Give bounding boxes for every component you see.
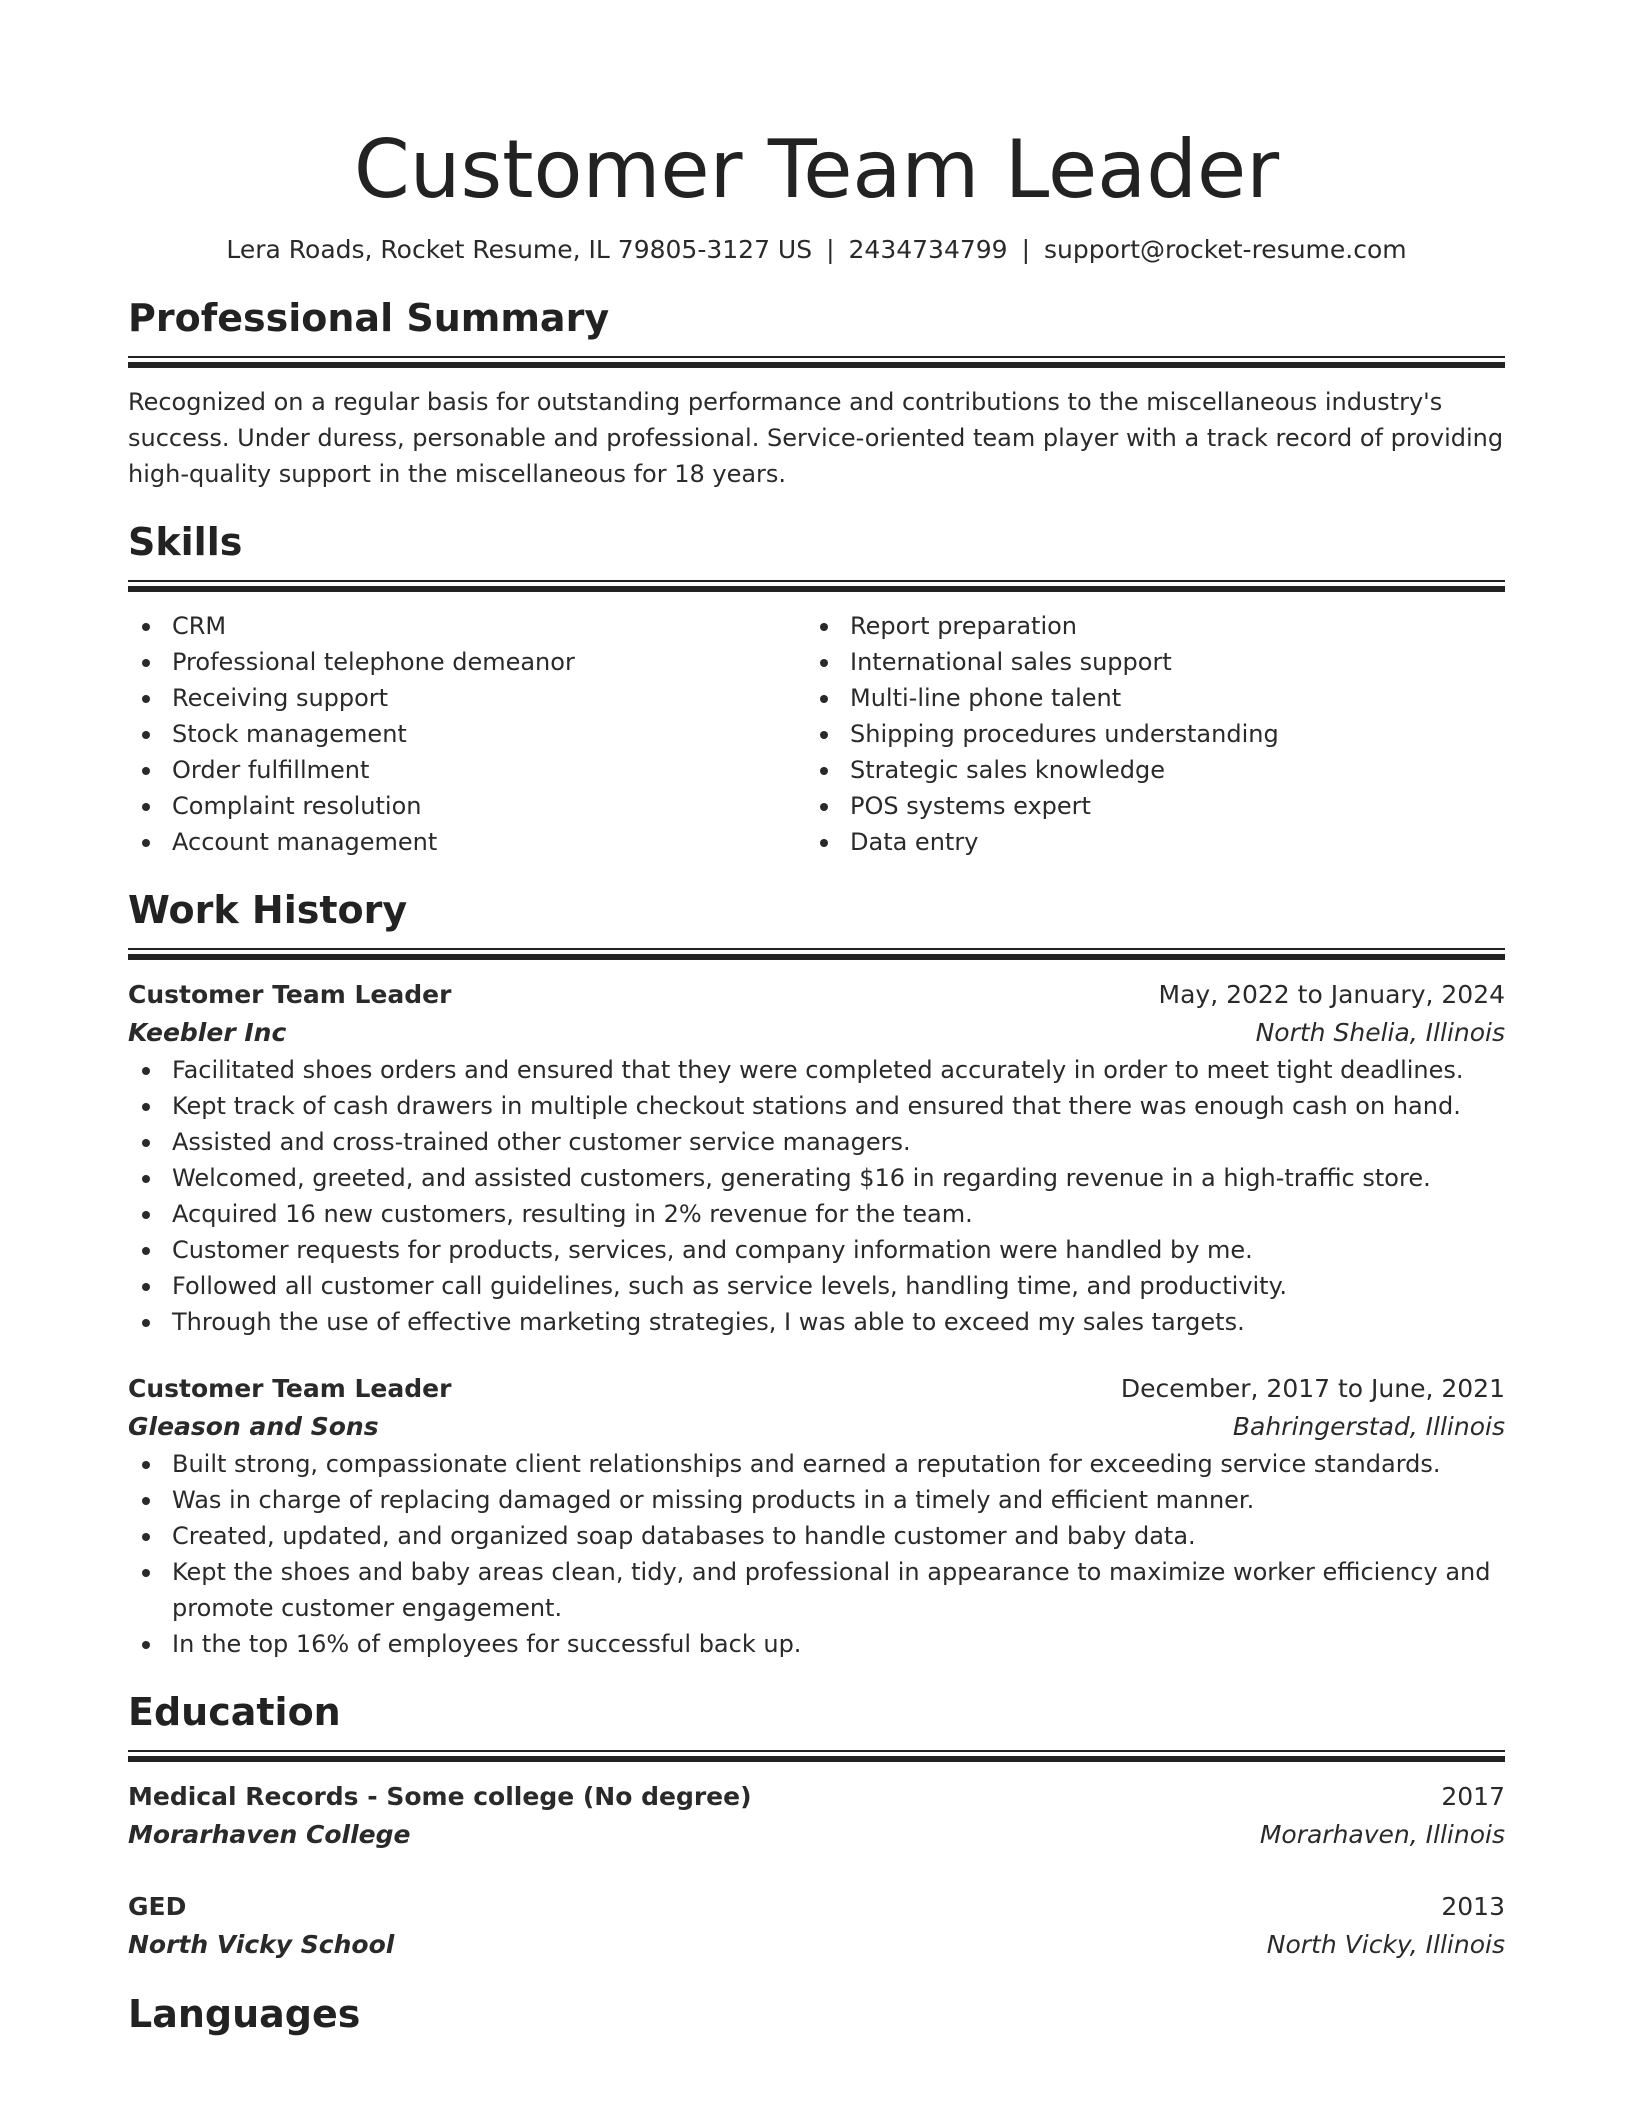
education-school-row xyxy=(128,1926,1505,1964)
resume-page xyxy=(128,0,1505,2038)
education-header-row xyxy=(128,1778,1505,1816)
contact-phone: 2434734799 xyxy=(848,235,1008,264)
job-bullet: Assisted and cross-trained other customer service managers. xyxy=(128,1124,1505,1160)
education-location: Morarhaven, Illinois xyxy=(1259,1820,1505,1849)
job-bullet: Kept track of cash drawers in multiple checkout stations and ensured that there was enough cash on hand. xyxy=(128,1088,1505,1124)
section-divider xyxy=(128,580,1505,592)
job-bullet: Built strong, compassionate client relationships and earned a reputation for exceeding service standards. xyxy=(128,1446,1505,1482)
job-bullet: Acquired 16 new customers, resulting in 2% revenue for the team. xyxy=(128,1196,1505,1232)
skill-item: CRM xyxy=(128,608,806,644)
resume-name: Customer Team Leader xyxy=(353,123,1280,216)
job-bullet: Customer requests for products, services, and company information were handled by me. xyxy=(128,1232,1505,1268)
contact-separator: | xyxy=(826,235,835,264)
job-title: Customer Team Leader xyxy=(128,1374,452,1403)
contact-line xyxy=(128,234,1505,266)
education-degree: GED xyxy=(128,1892,187,1921)
education-entry xyxy=(128,1778,1505,1854)
skill-item: POS systems expert xyxy=(806,788,1484,824)
contact-email: support@rocket-resume.com xyxy=(1044,235,1407,264)
job-company: Gleason and Sons xyxy=(128,1412,379,1441)
job-header-row xyxy=(128,976,1505,1014)
skill-item: International sales support xyxy=(806,644,1484,680)
job-bullets xyxy=(128,1446,1505,1662)
education-school: North Vicky School xyxy=(128,1930,395,1959)
contact-separator: | xyxy=(1021,235,1031,264)
job-bullet: Welcomed, greeted, and assisted customers, generating $16 in regarding revenue in a high-traffic store. xyxy=(128,1160,1505,1196)
job-bullet: Created, updated, and organized soap databases to handle customer and baby data. xyxy=(128,1518,1505,1554)
education-school-row xyxy=(128,1816,1505,1854)
skills-column-right xyxy=(806,608,1484,860)
section-divider xyxy=(128,1750,1505,1762)
job-bullet: Through the use of effective marketing strategies, I was able to exceed my sales targets. xyxy=(128,1304,1505,1340)
job-entry xyxy=(128,1370,1505,1662)
section-title-skills: Skills xyxy=(128,520,243,564)
skill-item: Multi-line phone talent xyxy=(806,680,1484,716)
job-title: Customer Team Leader xyxy=(128,980,452,1009)
job-bullet: Was in charge of replacing damaged or missing products in a timely and efficient manner. xyxy=(128,1482,1505,1518)
education-degree: Medical Records - Some college (No degree) xyxy=(128,1782,752,1811)
job-bullets xyxy=(128,1052,1505,1340)
education-year: 2017 xyxy=(1441,1782,1505,1811)
skill-item: Professional telephone demeanor xyxy=(128,644,806,680)
education-section xyxy=(128,1688,1505,1964)
skill-item: Report preparation xyxy=(806,608,1484,644)
contact-address: Lera Roads, Rocket Resume, IL 79805-3127 US xyxy=(226,235,813,264)
job-bullet: Facilitated shoes orders and ensured that they were completed accurately in order to meet tight deadlines. xyxy=(128,1052,1505,1088)
work-section xyxy=(128,886,1505,1662)
education-entry xyxy=(128,1888,1505,1964)
skill-item: Complaint resolution xyxy=(128,788,806,824)
summary-section xyxy=(128,294,1505,492)
section-divider xyxy=(128,948,1505,960)
skills-section xyxy=(128,518,1505,860)
education-year: 2013 xyxy=(1441,1892,1505,1921)
job-bullet: Followed all customer call guidelines, such as service levels, handling time, and productivity. xyxy=(128,1268,1505,1304)
job-company: Keebler Inc xyxy=(128,1018,287,1047)
languages-section xyxy=(128,1990,1505,2038)
skill-item: Account management xyxy=(128,824,806,860)
skill-item: Strategic sales knowledge xyxy=(806,752,1484,788)
job-company-row xyxy=(128,1014,1505,1052)
section-divider xyxy=(128,356,1505,368)
section-title-work: Work History xyxy=(128,888,408,932)
skill-item: Order fulfillment xyxy=(128,752,806,788)
job-dates: May, 2022 to January, 2024 xyxy=(1158,980,1505,1009)
skill-item: Data entry xyxy=(806,824,1484,860)
skill-item: Shipping procedures understanding xyxy=(806,716,1484,752)
education-location: North Vicky, Illinois xyxy=(1266,1930,1505,1959)
section-title-languages: Languages xyxy=(128,1992,361,2036)
job-dates: December, 2017 to June, 2021 xyxy=(1120,1374,1505,1403)
skill-item: Stock management xyxy=(128,716,806,752)
job-header-row xyxy=(128,1370,1505,1408)
summary-text: Recognized on a regular basis for outstanding performance and contributions to the miscellaneous industry's success. Under duress, personable and professional. Service-oriented team player with a track record of providing high-quality support in the miscellaneous for 18 years. xyxy=(128,388,1504,488)
job-location: Bahringerstad, Illinois xyxy=(1232,1412,1505,1441)
skills-grid xyxy=(128,608,1505,860)
job-location: North Shelia, Illinois xyxy=(1255,1018,1505,1047)
skill-item: Receiving support xyxy=(128,680,806,716)
job-bullet: In the top 16% of employees for successful back up. xyxy=(128,1626,1505,1662)
job-entry xyxy=(128,976,1505,1340)
section-title-summary: Professional Summary xyxy=(128,296,610,340)
job-bullet: Kept the shoes and baby areas clean, tidy, and professional in appearance to maximize worker efficiency and promote customer engagement. xyxy=(128,1554,1505,1626)
section-title-education: Education xyxy=(128,1690,341,1734)
job-company-row xyxy=(128,1408,1505,1446)
education-header-row xyxy=(128,1888,1505,1926)
education-school: Morarhaven College xyxy=(128,1820,411,1849)
skills-column-left xyxy=(128,608,806,860)
